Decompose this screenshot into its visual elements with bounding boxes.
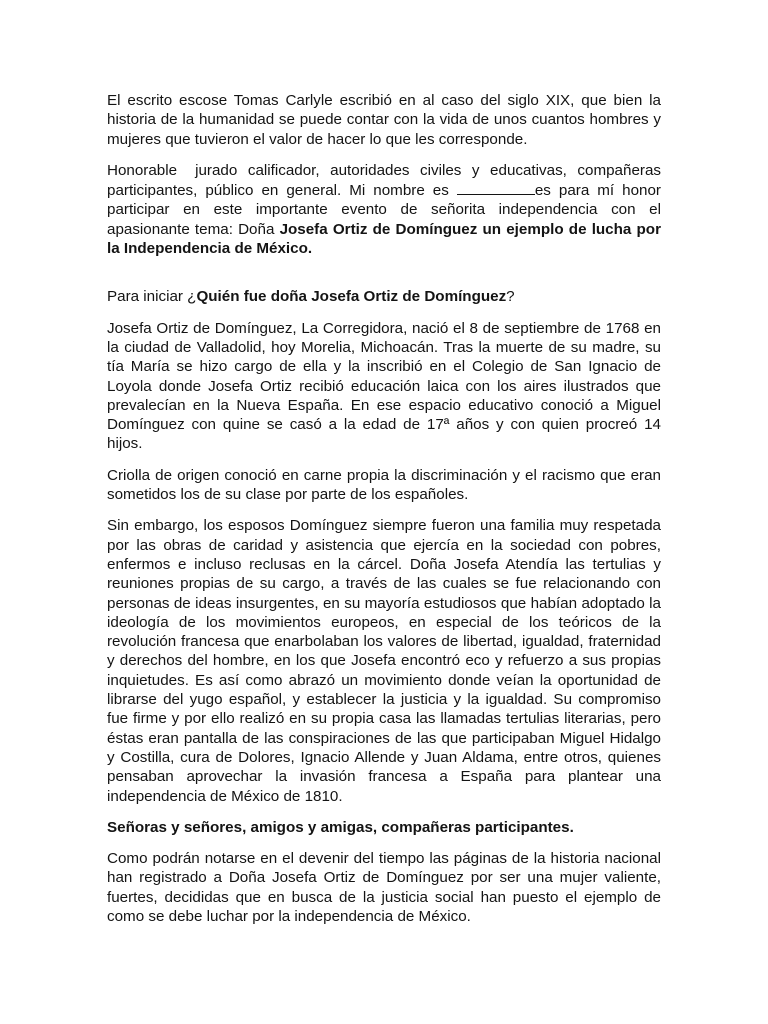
criolla-paragraph: Criolla de origen conoció en carne propia la discriminación y el racismo que eran sometidos los de su clase por parte de los españoles. — [107, 466, 661, 504]
question-bold: Quién fue doña Josefa Ortiz de Domínguez — [196, 288, 507, 306]
closing-paragraph: Como podrán notarse en el devenir del tiempo las páginas de la historia nacional han registrado a Doña Josefa Ortiz de Domínguez por ser una mujer valiente, fuertes, decididas que en busca de la justicia social han puesto el ejemplo de como se debe luchar por la independencia de México. — [107, 850, 661, 925]
greeting-lead: Honorable — [107, 161, 178, 179]
speech-theme: Josefa Ortiz de Domínguez un ejemplo de lucha por la Independencia de México. — [107, 220, 661, 258]
intro-paragraph: El escrito escose Tomas Carlyle escribió en al caso del siglo XIX, que bien la historia de la humanidad se puede contar con la vida de unos cuantos hombres y mujeres que tuvieron el valor de hacer lo que les corresponde. — [107, 92, 661, 148]
question-tail: ? — [506, 288, 515, 306]
greeting-text: jurado calificador, autoridades civiles y educativas, compañeras participantes, público en general. Mi nombre es — [107, 161, 661, 200]
document-page — [107, 91, 661, 938]
address-heading-text: Señoras y señores, amigos y amigas, compañeras participantes. — [107, 818, 574, 836]
biography-paragraph: Josefa Ortiz de Domínguez, La Corregidora, nació el 8 de septiembre de 1768 en la ciudad de Valladolid, hoy Morelia, Michoacán. Tras la muerte de su madre, su tía María se hizo cargo de ella y la inscribió en el Colegio de San Ignacio de Loyola donde Josefa Ortiz recibió educación laica con los aires ilustrados que prevalecían en la Nueva España. En ese espacio educativo conoció a Miguel Domínguez con quine se casó a la edad de 17ª años y con quien procreó 14 hijos. — [107, 319, 661, 453]
question-paragraph — [107, 287, 661, 306]
question-lead: Para iniciar ¿ — [107, 288, 197, 306]
name-blank-line — [457, 180, 535, 195]
greeting-paragraph — [107, 161, 661, 258]
history-paragraph: Sin embargo, los esposos Domínguez siempre fueron una familia muy respetada por las obras de caridad y asistencia que ejercía en la sociedad con pobres, enfermos e incluso reclusas en la cárcel. Doña Josefa Atendía las tertulias y reuniones propias de su cargo, a través de las cuales se fue relacionando con personas de ideas insurgentes, en su mayoría estudiosos que habían adoptado la ideología de los movimientos europeos, en especial de los teóricos de la revolución francesa que enarbolaban los valores de libertad, igualdad, fraternidad y derechos del hombre, en los que Josefa encontró eco y refuerzo a sus propias inquietudes. Es así como abrazó un movimiento donde veían la oportunidad de librarse del yugo español, y establecer la justicia y la igualdad. Su compromiso fue firme y por ello realizó en su propia casa las llamadas tertulias literarias, pero éstas eran pantalla de las conspiraciones de las que participaban Miguel Hidalgo y Costilla, cura de Dolores, Ignacio Allende y Juan Aldama, entre otros, quienes pensaban aprovechar la invasión francesa a España para plantear una independencia de México de 1810. — [107, 517, 661, 805]
address-heading — [107, 818, 661, 837]
greeting-text-cont: es para mí honor participar en este importante evento de señorita independencia con el apasionante tema: Doña — [107, 182, 661, 238]
